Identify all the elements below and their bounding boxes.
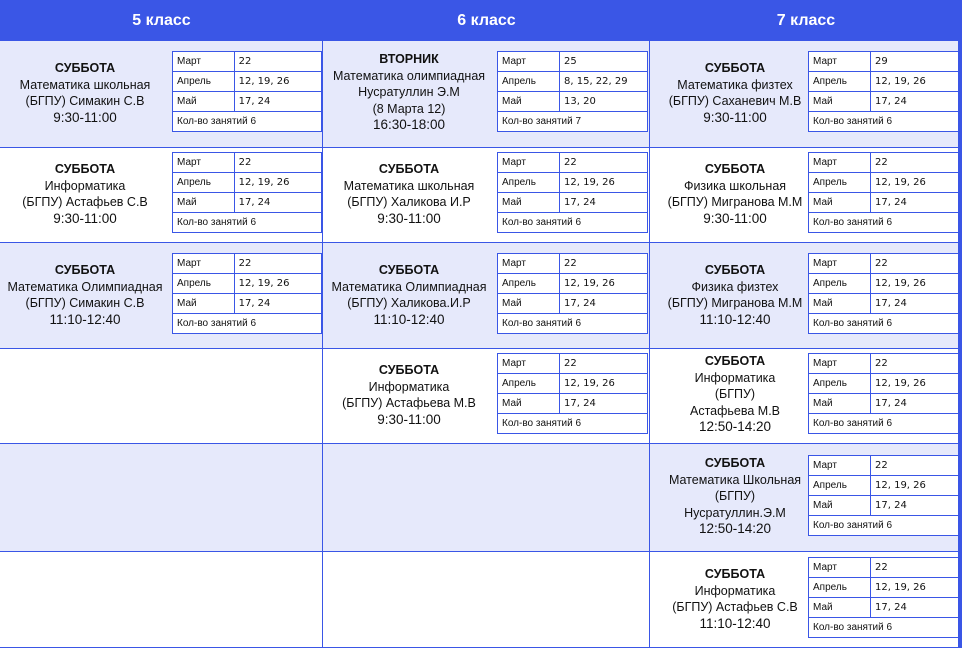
month-dates: 12, 19, 26 bbox=[871, 374, 959, 394]
schedule-cell bbox=[323, 349, 650, 444]
lesson-detail-line: (БГПУ) Мигранова М.М bbox=[667, 195, 803, 209]
month-row bbox=[809, 254, 959, 274]
month-row bbox=[498, 354, 648, 374]
month-row bbox=[498, 72, 648, 92]
month-name: Апрель bbox=[173, 72, 235, 92]
lesson-count: Кол-во занятий 6 bbox=[498, 414, 648, 434]
month-name: Май bbox=[498, 394, 560, 414]
grade-header bbox=[0, 0, 962, 41]
empty-cell bbox=[323, 552, 650, 648]
month-name: Апрель bbox=[809, 374, 871, 394]
schedule-cell bbox=[0, 243, 323, 349]
month-name: Май bbox=[809, 193, 871, 213]
lesson-time: 9:30-11:00 bbox=[377, 411, 441, 427]
schedule-cell bbox=[0, 148, 323, 243]
lesson-info bbox=[0, 60, 170, 126]
month-dates: 12, 19, 26 bbox=[871, 476, 959, 496]
month-row bbox=[498, 374, 648, 394]
month-dates: 12, 19, 26 bbox=[560, 374, 648, 394]
month-name: Март bbox=[498, 354, 560, 374]
month-dates: 25 bbox=[560, 52, 648, 72]
month-dates: 22 bbox=[560, 153, 648, 173]
weekday-label: СУББОТА bbox=[704, 162, 766, 176]
lesson-info bbox=[650, 161, 820, 227]
lesson-time: 9:30-11:00 bbox=[703, 210, 767, 226]
month-name: Апрель bbox=[498, 173, 560, 193]
month-name: Апрель bbox=[809, 274, 871, 294]
empty-cell bbox=[0, 552, 323, 648]
lesson-detail-line: Информатика bbox=[44, 178, 126, 193]
month-dates: 12, 19, 26 bbox=[234, 72, 321, 92]
month-name: Апрель bbox=[809, 173, 871, 193]
empty-cell bbox=[323, 444, 650, 552]
month-name: Май bbox=[498, 294, 560, 314]
lesson-count: Кол-во занятий 6 bbox=[173, 213, 322, 233]
weekday-label: СУББОТА bbox=[704, 456, 766, 470]
lesson-info bbox=[650, 353, 820, 436]
month-name: Март bbox=[809, 456, 871, 476]
weekday-label: ВТОРНИК bbox=[379, 52, 439, 66]
lesson-info bbox=[0, 262, 170, 328]
lesson-info bbox=[0, 161, 170, 227]
count-row bbox=[809, 213, 959, 233]
lesson-count: Кол-во занятий 6 bbox=[809, 618, 959, 638]
weekday-label: СУББОТА bbox=[378, 363, 440, 377]
month-name: Май bbox=[173, 294, 235, 314]
grade-7-heading: 7 класс bbox=[776, 11, 836, 29]
month-name: Апрель bbox=[809, 578, 871, 598]
schedule-cell bbox=[323, 148, 650, 243]
lesson-detail-line: Математика физтех bbox=[677, 77, 793, 92]
count-row bbox=[498, 414, 648, 434]
schedule-cell bbox=[650, 41, 962, 148]
weekday-label: СУББОТА bbox=[378, 162, 440, 176]
month-dates: 22 bbox=[560, 354, 648, 374]
lesson-count: Кол-во занятий 7 bbox=[498, 112, 648, 132]
lesson-count: Кол-во занятий 6 bbox=[498, 213, 648, 233]
lesson-info bbox=[323, 51, 495, 134]
month-row bbox=[498, 173, 648, 193]
count-row bbox=[173, 314, 322, 334]
lesson-count: Кол-во занятий 6 bbox=[809, 516, 959, 536]
month-row bbox=[173, 274, 322, 294]
count-row bbox=[173, 112, 322, 132]
grade-5-heading: 5 класс bbox=[132, 11, 191, 29]
month-dates: 12, 19, 26 bbox=[871, 173, 959, 193]
month-dates-table bbox=[808, 353, 959, 434]
lesson-count: Кол-во занятий 6 bbox=[809, 414, 959, 434]
lesson-time: 9:30-11:00 bbox=[377, 210, 441, 226]
month-row bbox=[173, 294, 322, 314]
month-name: Май bbox=[809, 92, 871, 112]
month-name: Март bbox=[809, 153, 871, 173]
lesson-time: 12:50-14:20 bbox=[698, 521, 772, 536]
lesson-detail-line: Математика Олимпиадная bbox=[331, 279, 487, 294]
month-dates-table bbox=[497, 353, 648, 434]
month-row bbox=[498, 394, 648, 414]
month-row bbox=[173, 173, 322, 193]
count-row bbox=[498, 213, 648, 233]
month-name: Апрель bbox=[498, 72, 560, 92]
month-dates: 22 bbox=[234, 52, 321, 72]
month-dates: 22 bbox=[871, 558, 959, 578]
month-dates: 12, 19, 26 bbox=[234, 274, 321, 294]
month-row bbox=[498, 52, 648, 72]
lesson-info bbox=[323, 161, 495, 227]
month-row bbox=[809, 496, 959, 516]
month-dates: 17, 24 bbox=[871, 294, 959, 314]
month-name: Март bbox=[173, 254, 235, 274]
month-name: Апрель bbox=[809, 476, 871, 496]
month-dates-table bbox=[497, 253, 648, 334]
lesson-detail-line: Информатика bbox=[694, 583, 776, 598]
lesson-detail-line: Нусратуллин.Э.М bbox=[684, 505, 786, 520]
grade-6-heading: 6 класс bbox=[457, 11, 516, 29]
count-row bbox=[809, 414, 959, 434]
weekday-label: СУББОТА bbox=[54, 162, 116, 176]
month-name: Март bbox=[173, 52, 235, 72]
lesson-detail-line: (БГПУ) Симакин С.В bbox=[25, 94, 145, 108]
month-row bbox=[809, 294, 959, 314]
lesson-detail-line: Физика школьная bbox=[683, 178, 787, 193]
month-dates-table bbox=[172, 51, 322, 132]
month-name: Май bbox=[809, 294, 871, 314]
month-name: Апрель bbox=[173, 274, 235, 294]
month-dates: 22 bbox=[871, 456, 959, 476]
month-row bbox=[809, 598, 959, 618]
count-row bbox=[498, 112, 648, 132]
month-row bbox=[173, 193, 322, 213]
lesson-detail-line: Математика школьная bbox=[19, 77, 151, 92]
month-row bbox=[809, 92, 959, 112]
count-row bbox=[809, 112, 959, 132]
schedule-grid bbox=[0, 41, 962, 648]
lesson-info bbox=[323, 362, 495, 428]
lesson-detail-line: Физика физтех bbox=[691, 279, 779, 294]
month-dates: 29 bbox=[871, 52, 959, 72]
month-name: Март bbox=[498, 52, 560, 72]
month-dates: 12, 19, 26 bbox=[560, 173, 648, 193]
month-row bbox=[498, 294, 648, 314]
lesson-detail-line: (БГПУ) Мигранова М.М bbox=[667, 296, 803, 310]
month-name: Март bbox=[173, 153, 235, 173]
weekday-label: СУББОТА bbox=[54, 61, 116, 75]
month-dates: 12, 19, 26 bbox=[871, 72, 959, 92]
month-name: Март bbox=[809, 52, 871, 72]
lesson-count: Кол-во занятий 6 bbox=[498, 314, 648, 334]
weekday-label: СУББОТА bbox=[704, 354, 766, 368]
month-dates-table bbox=[497, 51, 648, 132]
month-dates-table bbox=[808, 455, 959, 536]
month-name: Март bbox=[498, 254, 560, 274]
month-row bbox=[173, 72, 322, 92]
month-dates: 22 bbox=[234, 153, 321, 173]
month-row bbox=[809, 274, 959, 294]
month-dates: 13, 20 bbox=[560, 92, 648, 112]
schedule-cell bbox=[0, 41, 323, 148]
month-name: Апрель bbox=[809, 72, 871, 92]
month-row bbox=[809, 374, 959, 394]
month-dates-table bbox=[808, 51, 959, 132]
month-row bbox=[809, 72, 959, 92]
month-name: Май bbox=[173, 193, 235, 213]
weekday-label: СУББОТА bbox=[704, 567, 766, 581]
month-dates-table bbox=[808, 152, 959, 233]
schedule-cell bbox=[650, 552, 962, 648]
month-dates: 17, 24 bbox=[560, 294, 648, 314]
lesson-detail-line: (БГПУ) Астафьев С.В bbox=[672, 600, 798, 614]
count-row bbox=[809, 516, 959, 536]
month-name: Март bbox=[809, 558, 871, 578]
month-row bbox=[498, 92, 648, 112]
month-row bbox=[809, 173, 959, 193]
month-row bbox=[809, 476, 959, 496]
count-row bbox=[173, 213, 322, 233]
month-row bbox=[173, 254, 322, 274]
month-dates: 17, 24 bbox=[234, 294, 321, 314]
month-name: Май bbox=[498, 193, 560, 213]
count-row bbox=[809, 618, 959, 638]
lesson-count: Кол-во занятий 6 bbox=[809, 112, 959, 132]
schedule-cell bbox=[650, 444, 962, 552]
lesson-detail-line: Математика Школьная bbox=[668, 472, 802, 487]
month-dates-table bbox=[808, 557, 959, 638]
month-dates-table bbox=[808, 253, 959, 334]
schedule-cell bbox=[650, 349, 962, 444]
month-name: Март bbox=[809, 254, 871, 274]
schedule-cell bbox=[323, 243, 650, 349]
lesson-detail-line: Нусратуллин Э.М bbox=[358, 85, 460, 99]
month-row bbox=[173, 52, 322, 72]
month-row bbox=[809, 354, 959, 374]
schedule-cell bbox=[650, 243, 962, 349]
lesson-count: Кол-во занятий 6 bbox=[173, 112, 322, 132]
lesson-count: Кол-во занятий 6 bbox=[173, 314, 322, 334]
lesson-time: 11:10-12:40 bbox=[699, 615, 771, 631]
lesson-detail-line: (БГПУ) bbox=[714, 387, 756, 401]
lesson-detail-line: (БГПУ) Халикова И.Р bbox=[347, 195, 471, 209]
lesson-detail-line: (БГПУ) bbox=[714, 489, 756, 503]
month-row bbox=[498, 153, 648, 173]
month-dates-table bbox=[172, 253, 322, 334]
lesson-info bbox=[650, 262, 820, 328]
lesson-detail-line: (БГПУ) Астафьев С.В bbox=[22, 195, 148, 209]
month-name: Май bbox=[809, 496, 871, 516]
lesson-detail-line: Информатика bbox=[694, 370, 776, 385]
lesson-time: 11:10-12:40 bbox=[699, 311, 771, 327]
month-row bbox=[498, 254, 648, 274]
lesson-time: 11:10-12:40 bbox=[49, 311, 121, 327]
month-row bbox=[809, 153, 959, 173]
lesson-info bbox=[650, 566, 820, 632]
lesson-detail-line: (БГПУ) Саханевич М.В bbox=[668, 94, 802, 108]
month-name: Май bbox=[498, 92, 560, 112]
month-row bbox=[809, 52, 959, 72]
lesson-detail-line: (БГПУ) Симакин С.В bbox=[25, 296, 145, 310]
lesson-detail-line: Математика олимпиадная bbox=[332, 68, 486, 83]
month-row bbox=[498, 193, 648, 213]
lesson-time: 11:10-12:40 bbox=[373, 311, 445, 327]
month-row bbox=[809, 456, 959, 476]
empty-cell bbox=[0, 444, 323, 552]
month-dates: 12, 19, 26 bbox=[234, 173, 321, 193]
lesson-time: 9:30-11:00 bbox=[53, 109, 117, 125]
lesson-info bbox=[650, 60, 820, 126]
month-dates: 17, 24 bbox=[234, 193, 321, 213]
month-dates: 17, 24 bbox=[871, 598, 959, 618]
lesson-time: 16:30-18:00 bbox=[372, 117, 446, 132]
lesson-detail-line: (БГПУ) Астафьева М.В bbox=[342, 396, 476, 410]
lesson-info bbox=[650, 455, 820, 538]
month-row bbox=[173, 153, 322, 173]
month-dates: 12, 19, 26 bbox=[871, 274, 959, 294]
month-dates: 22 bbox=[871, 354, 959, 374]
month-dates-table bbox=[172, 152, 322, 233]
month-dates: 17, 24 bbox=[871, 193, 959, 213]
lesson-time: 9:30-11:00 bbox=[703, 109, 767, 125]
lesson-count: Кол-во занятий 6 bbox=[809, 213, 959, 233]
weekday-label: СУББОТА bbox=[704, 61, 766, 75]
lesson-info bbox=[323, 262, 495, 328]
month-row bbox=[498, 274, 648, 294]
count-row bbox=[809, 314, 959, 334]
month-dates: 17, 24 bbox=[871, 394, 959, 414]
month-row bbox=[809, 394, 959, 414]
month-name: Май bbox=[809, 394, 871, 414]
lesson-count: Кол-во занятий 6 bbox=[809, 314, 959, 334]
month-dates: 22 bbox=[871, 254, 959, 274]
month-dates: 12, 19, 26 bbox=[560, 274, 648, 294]
lesson-detail-line: Математика Олимпиадная bbox=[7, 279, 163, 294]
month-row bbox=[809, 558, 959, 578]
month-dates: 22 bbox=[871, 153, 959, 173]
lesson-time: 12:50-14:20 bbox=[698, 419, 772, 434]
empty-cell bbox=[0, 349, 323, 444]
weekday-label: СУББОТА bbox=[54, 263, 116, 277]
lesson-detail-line: (БГПУ) Халикова.И.Р bbox=[347, 296, 471, 310]
month-dates: 8, 15, 22, 29 bbox=[560, 72, 648, 92]
month-name: Апрель bbox=[173, 173, 235, 193]
right-border bbox=[958, 41, 962, 648]
count-row bbox=[498, 314, 648, 334]
month-row bbox=[173, 92, 322, 112]
month-dates: 17, 24 bbox=[234, 92, 321, 112]
month-dates: 17, 24 bbox=[560, 193, 648, 213]
month-dates: 22 bbox=[560, 254, 648, 274]
lesson-detail-line: Астафьева М.В bbox=[689, 403, 781, 418]
lesson-detail-line: (8 Марта 12) bbox=[372, 101, 446, 116]
lesson-detail-line: Математика школьная bbox=[343, 178, 475, 193]
lesson-time: 9:30-11:00 bbox=[53, 210, 117, 226]
weekday-label: СУББОТА bbox=[704, 263, 766, 277]
month-dates: 17, 24 bbox=[871, 496, 959, 516]
month-row bbox=[809, 193, 959, 213]
schedule-cell bbox=[323, 41, 650, 148]
month-dates: 12, 19, 26 bbox=[871, 578, 959, 598]
weekday-label: СУББОТА bbox=[378, 263, 440, 277]
month-dates: 17, 24 bbox=[871, 92, 959, 112]
month-name: Май bbox=[809, 598, 871, 618]
month-name: Март bbox=[809, 354, 871, 374]
month-dates-table bbox=[497, 152, 648, 233]
schedule-cell bbox=[650, 148, 962, 243]
month-dates: 17, 24 bbox=[560, 394, 648, 414]
month-name: Апрель bbox=[498, 374, 560, 394]
month-name: Март bbox=[498, 153, 560, 173]
month-name: Апрель bbox=[498, 274, 560, 294]
month-name: Май bbox=[173, 92, 235, 112]
month-dates: 22 bbox=[234, 254, 321, 274]
month-row bbox=[809, 578, 959, 598]
lesson-detail-line: Информатика bbox=[368, 379, 450, 394]
